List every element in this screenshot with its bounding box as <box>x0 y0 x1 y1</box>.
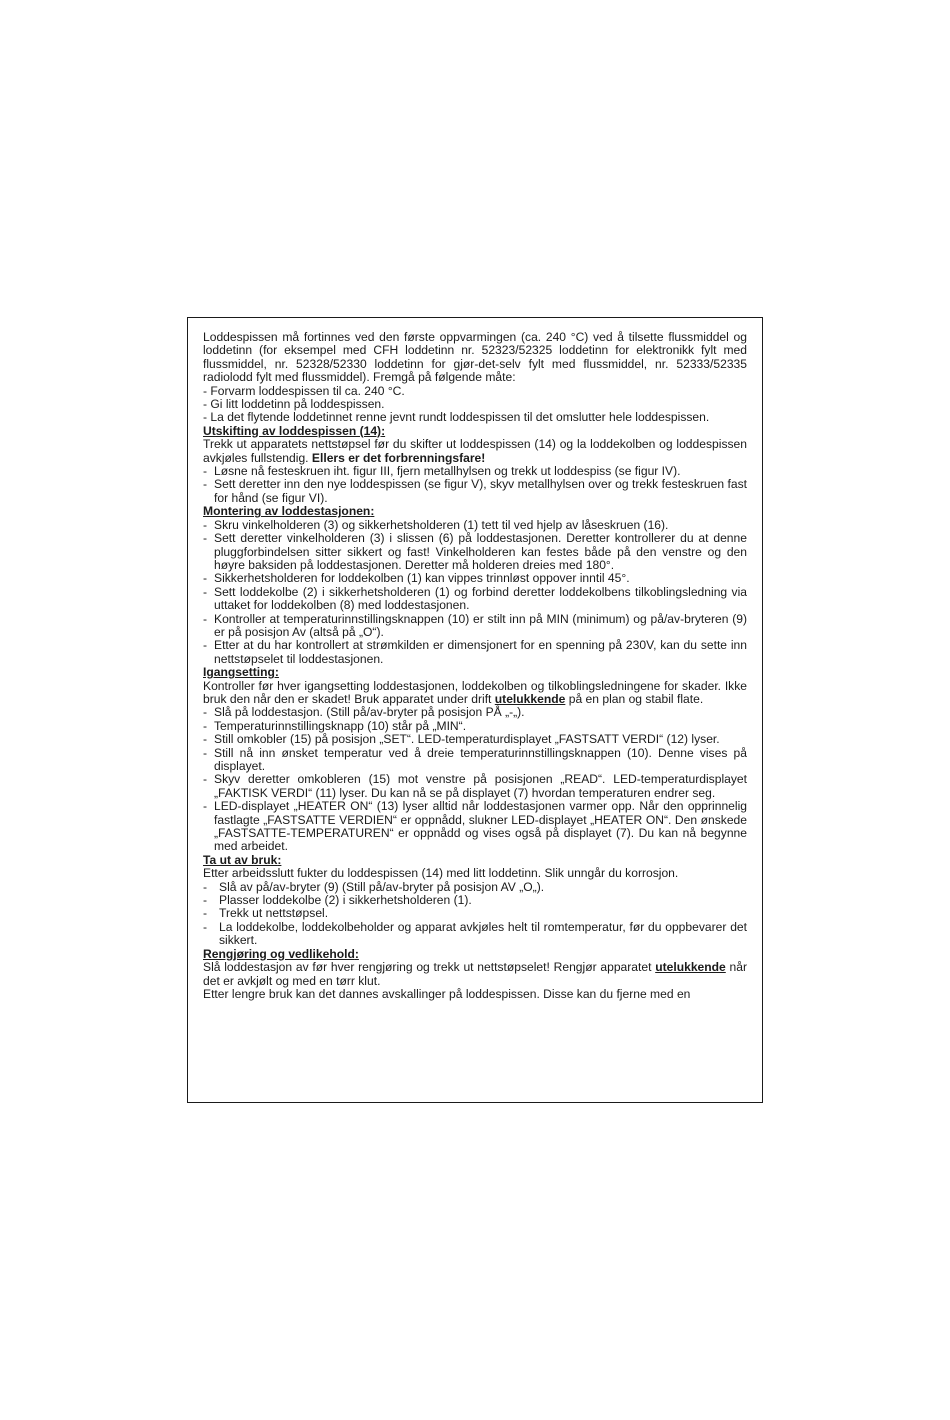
emphasis-text: utelukkende <box>655 960 726 975</box>
paragraph-text: Kontroller før hver igangsetting loddestasjonen, loddekolben og tilkoblingsledningene for skader. Ikke bruk den når den er skadet! Bruk apparatet under drift <box>203 678 747 706</box>
assembly-list <box>203 519 747 666</box>
list-item: - Sett loddekolbe (2) i sikkerhetsholderen (1) og forbind deretter loddekolbens tilkoblingsledning via uttaket for loddekolben (8) med loddestasjonen. <box>203 586 747 613</box>
list-item: - Sett deretter vinkelholderen (3) i slissen (6) på loddestasjonen. Deretter kontrollerer du at denne pluggforbindelsen sitter sikkert og fast! Vinkelholderen kan festes både på den venstre og den høyre baksiden på loddestasjonen. Deretter må holderen dreies med 180°. <box>203 532 747 572</box>
section-heading-tip-change <box>203 425 747 438</box>
heading-text: Ta ut av bruk <box>203 852 278 867</box>
list-item: - Løsne nå festeskruen iht. figur III, fjern metallhylsen og trekk ut loddespiss (se figur IV). <box>203 465 747 478</box>
list-item: - Etter at du har kontrollert at strømkilden er dimensjonert for en spenning på 230V, kan du sette inn nettstøpselet til loddestasjonen. <box>203 639 747 666</box>
shutdown-paragraph: Etter arbeidsslutt fukter du loddespissen (14) med litt loddetinn. Slik unngår du korrosjon. <box>203 866 679 881</box>
manual-page-content <box>203 331 747 1001</box>
heading-colon: : <box>354 946 359 961</box>
startup-list <box>203 706 747 853</box>
list-item: - Plasser loddekolbe (2) i sikkerhetsholderen (1). <box>203 894 747 907</box>
maintenance-paragraph <box>203 961 747 988</box>
maintenance-paragraph-2: Etter lengre bruk kan det dannes avskallinger på loddespissen. Disse kan du fjerne med en <box>203 986 691 1001</box>
section-heading-assembly <box>203 505 747 518</box>
list-item: - Forvarm loddespissen til ca. 240 °C. <box>203 383 405 398</box>
section-heading-maintenance <box>203 948 747 961</box>
list-item: - Skyv deretter omkobleren (15) mot venstre på posisjonen „READ“. LED-temperaturdisplayet „FAKTISK VERDI“ (11) lyser. Du kan nå se på displayet (7) hvordan temperaturen endrer seg. <box>203 773 747 800</box>
list-item: - Slå på loddestasjon. (Still på/av-bryter på posisjon PÅ „-„). <box>203 706 747 719</box>
list-item: - Still nå inn ønsket temperatur ved å dreie temperaturinnstillingsknappen (10). Denne vises på displayet. <box>203 747 747 774</box>
heading-colon: : <box>277 852 282 867</box>
list-item: - Slå av på/av-bryter (9) (Still på/av-bryter på posisjon AV „O„). <box>203 881 747 894</box>
paragraph-text: på en plan og stabil flate. <box>565 691 704 706</box>
emphasis-text: utelukkende <box>494 691 566 706</box>
section-heading-startup <box>203 666 747 679</box>
list-item: - La det flytende loddetinnet renne jevnt rundt loddespissen til det omslutter hele loddespissen. <box>203 410 710 425</box>
list-item: - Sett deretter inn den nye loddespissen (se figur V), skyv metallhylsen over og trekk festeskruen fast for hånd (se figur VI). <box>203 478 747 505</box>
heading-text: Montering av loddestasjonen <box>203 504 371 519</box>
list-item: - Trekk ut nettstøpsel. <box>203 907 747 920</box>
heading-colon: : <box>370 504 375 519</box>
section-heading-shutdown <box>203 854 747 867</box>
intro-paragraph: Loddespissen må fortinnes ved den første oppvarmingen (ca. 240 °C) ved å tilsette flussmiddel og loddetinn (for eksempel med CFH loddetinn nr. 52323/52325 loddetinn for elektronikk fylt med flussmiddel, nr. 52328/52330 loddetinn for gjør-det-selv fylt med flussmiddel, nr. 52333/52335 radiolodd fylt med flussmiddel). Fremgå på følgende måte: <box>203 330 747 385</box>
burn-warning: Ellers er det forbrenningsfare! <box>311 450 486 465</box>
heading-colon: : <box>381 423 386 438</box>
intro-steps-list <box>203 385 747 425</box>
heading-colon: : <box>274 665 279 680</box>
list-item: - Sikkerhetsholderen for loddekolben (1) kan vippes trinnløst oppover inntil 45°. <box>203 572 747 585</box>
paragraph-text: Trekk ut apparatets nettstøpsel før du skifter ut loddespissen (14) og la loddekolben og loddespissen avkjøles fullstendig. <box>203 437 747 465</box>
paragraph-text: når det er avkjølt og med en tørr klut. <box>203 960 747 988</box>
list-item: - Gi litt loddetinn på loddespissen. <box>203 397 385 412</box>
heading-text: Igangsetting <box>203 665 275 680</box>
tip-change-list <box>203 465 747 505</box>
tip-change-paragraph <box>203 438 747 465</box>
paragraph-text: Slå loddestasjon av før hver rengjøring og trekk ut nettstøpselet! Rengjør apparatet <box>203 960 656 975</box>
startup-paragraph <box>203 680 747 707</box>
heading-text: Utskifting av loddespissen (14) <box>203 423 382 438</box>
list-item: - Kontroller at temperaturinnstillingsknappen (10) er stilt inn på MIN (minimum) og på/av-bryteren (9) er på posisjon Av (altså på „O“). <box>203 613 747 640</box>
heading-text: Rengjøring og vedlikehold <box>203 946 355 961</box>
list-item: - Still omkobler (15) på posisjon „SET“. LED-temperaturdisplayet „FASTSATT VERDI“ (12) lyser. <box>203 733 747 746</box>
list-item: - Skru vinkelholderen (3) og sikkerhetsholderen (1) tett til ved hjelp av låseskruen (16). <box>203 519 747 532</box>
shutdown-list <box>203 881 747 948</box>
list-item: - Temperaturinnstillingsknapp (10) står på „MIN“. <box>203 720 747 733</box>
list-item: - La loddekolbe, loddekolbeholder og apparat avkjøles helt til romtemperatur, før du oppbevarer det sikkert. <box>203 921 747 948</box>
list-item: - LED-displayet „HEATER ON“ (13) lyser alltid når loddestasjonen varmer opp. Når den opprinnelig fastlagte „FASTSATTE VERDIEN“ er oppnådd, slukner LED-displayet „HEATER ON“. Den ønskede „FASTSATTE-TEMPERATUREN“ er oppnådd og vises også på displayet (7). Du kan nå begynne med arbeidet. <box>203 800 747 854</box>
